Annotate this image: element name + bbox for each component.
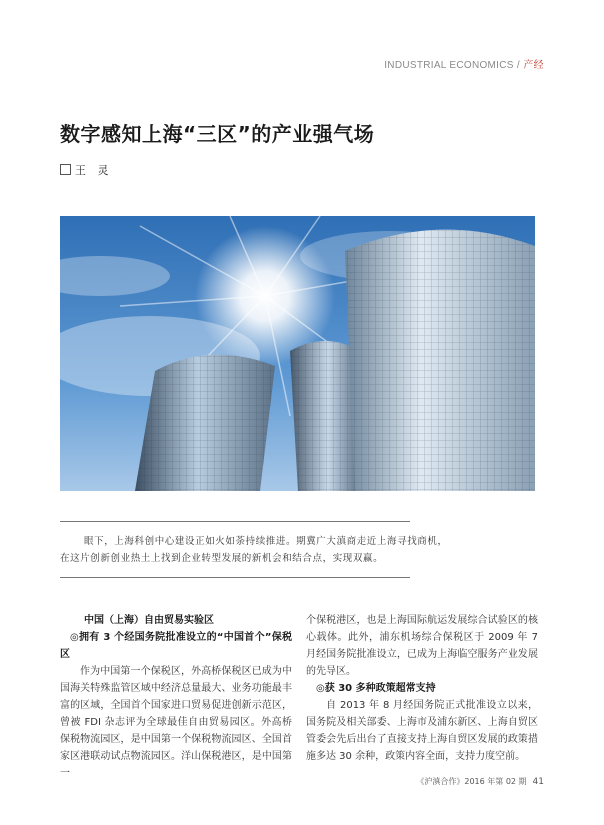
photo-svg	[60, 216, 535, 491]
page-number: 41	[532, 777, 544, 787]
caption-line-2: 在这片创新创业热土上找到企业转型发展的新机会和结合点，实现双赢。	[60, 553, 384, 564]
author-name: 王 灵	[75, 164, 113, 177]
photo-caption	[60, 533, 450, 567]
page-footer	[416, 776, 544, 787]
caption-divider-top	[60, 521, 410, 522]
section-tag	[384, 56, 544, 71]
journal-issue: 《沪滇合作》2016 年第 02 期	[416, 777, 527, 786]
skyscraper-photo	[60, 216, 535, 491]
author-line	[60, 162, 113, 178]
caption-divider-bottom	[60, 577, 410, 578]
body-column-right	[306, 612, 538, 765]
body-column-left	[60, 612, 292, 782]
subheading-policy-support: ◎获 30 多种政策超常支持	[316, 683, 436, 694]
paragraph-bonded-zones: 作为中国第一个保税区，外高桥保税区已成为中国海关特殊监管区域中经济总量最大、业务功能最丰富的区域，全国首个国家进口贸易促进创新示范区，曾被 FDI 杂志评为全球最佳自由贸易园区。外高桥保税物流园区，是中国第一个保税物流园区、全国首家区港联动试点物流园区。洋山保税港区，是中国第一	[60, 666, 292, 779]
caption-line-1: 眼下，上海科创中心建设正如火如荼持续推进。期冀广大滇商走近上海寻找商机，	[84, 536, 448, 547]
paragraph-bonded-zones-continued: 个保税港区，也是上海国际航运发展综合试验区的核心载体。此外，浦东机场综合保税区于 2009 年 7 月经国务院批准设立，已成为上海临空服务产业发展的先导区。	[306, 615, 538, 677]
section-label-zh: 产经	[519, 60, 544, 71]
author-box-icon	[60, 164, 71, 175]
paragraph-policy-support: 自 2013 年 8 月经国务院正式批准设立以来，国务院及相关部委、上海市及浦东新区、上海自贸区管委会先后出台了直接支持上海自贸区发展的政策措施多达 30 余种，政策内容全面，支持力度空前。	[306, 700, 538, 762]
section-heading: 中国（上海）自由贸易实验区	[84, 615, 214, 626]
subheading-bonded-zones: ◎拥有 3 个经国务院批准设立的“中国首个”保税区	[60, 632, 292, 660]
section-label-en: INDUSTRIAL ECONOMICS /	[384, 60, 520, 71]
article-title: 数字感知上海“三区”的产业强气场	[60, 122, 375, 146]
